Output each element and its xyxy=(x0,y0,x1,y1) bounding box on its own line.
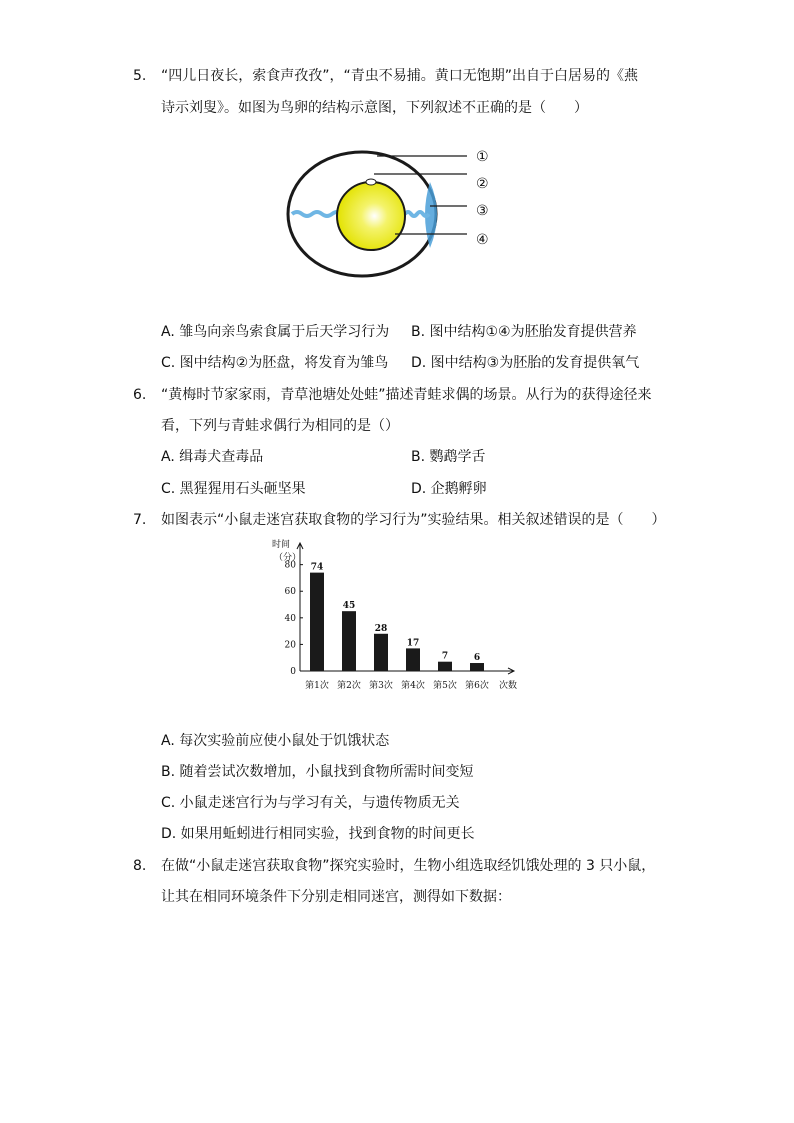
q6-option-c: C. 黑猩猩用石头砸坚果 xyxy=(161,481,306,497)
x-tick-label: 第6次 xyxy=(465,681,489,691)
x-tick-label: 第4次 xyxy=(401,681,425,691)
egg-label-3: ③ xyxy=(476,203,489,219)
y-axis-title: 时间 xyxy=(272,540,291,550)
bar xyxy=(438,662,452,671)
germinal-disc xyxy=(366,179,376,185)
q7-option-c: C. 小鼠走迷宫行为与学习有关，与遗传物质无关 xyxy=(161,795,460,811)
bar xyxy=(470,663,484,671)
bar xyxy=(310,573,324,671)
q5-option-b: B. 图中结构①④为胚胎发育提供营养 xyxy=(411,324,637,340)
x-tick-label: 第5次 xyxy=(433,681,457,691)
x-tick-label: 第2次 xyxy=(337,681,361,691)
y-tick-label: 0 xyxy=(290,667,296,677)
question-number-6: 6. xyxy=(133,387,147,403)
question-number-8: 8. xyxy=(133,858,147,874)
q7-option-b: B. 随着尝试次数增加，小鼠找到食物所需时间变短 xyxy=(161,764,474,780)
q5-option-c: C. 图中结构②为胚盘，将发育为雏鸟 xyxy=(161,355,389,371)
egg-label-2: ② xyxy=(476,176,489,192)
bar xyxy=(374,634,388,671)
question-6-text-line1: “黄梅时节家家雨，青草池塘处处蛙”描述青蛙求偶的场景。从行为的获得途径来 xyxy=(161,387,652,403)
q6-option-b: B. 鹦鹉学舌 xyxy=(411,449,486,465)
question-8-text-line1: 在做“小鼠走迷宫获取食物”探究实验时，生物小组选取经饥饿处理的 3 只小鼠， xyxy=(161,858,656,874)
bar xyxy=(406,648,420,671)
y-tick-label: 60 xyxy=(284,587,296,598)
question-number-7: 7. xyxy=(133,512,147,528)
bar-value-label: 7 xyxy=(441,651,449,662)
maze-time-chart xyxy=(268,536,530,700)
q6-option-d: D. 企鹅孵卵 xyxy=(411,481,487,497)
question-5-text-line2: 诗示刘叟》。如图为鸟卵的结构示意图，下列叙述不正确的是（ ） xyxy=(161,100,588,116)
egg-structure-figure xyxy=(280,136,510,315)
x-axis-title: 次数 xyxy=(499,681,518,691)
bar-chart xyxy=(268,536,530,696)
egg-label-1: ① xyxy=(476,149,489,165)
question-8-text-line2: 让其在相同环境条件下分别走相同迷宫，测得如下数据： xyxy=(161,889,511,905)
y-axis-unit: （分） xyxy=(274,553,302,563)
q5-option-d: D. 图中结构③为胚胎的发育提供氧气 xyxy=(411,355,640,371)
bar-value-label: 6 xyxy=(473,653,481,664)
egg-yolk xyxy=(337,182,405,250)
egg-label-4: ④ xyxy=(476,232,489,248)
x-tick-label: 第3次 xyxy=(369,681,393,691)
q7-option-a: A. 每次实验前应使小鼠处于饥饿状态 xyxy=(161,733,390,749)
question-5-text-line1: “四儿日夜长，索食声孜孜”，“青虫不易捕。黄口无饱期”出自于白居易的《燕 xyxy=(161,68,639,84)
question-7-text-line1: 如图表示“小鼠走迷宫获取食物的学习行为”实验结果。相关叙述错误的是（ ） xyxy=(161,512,666,528)
y-tick-label: 40 xyxy=(284,613,296,624)
y-tick-label: 20 xyxy=(284,640,296,651)
y-tick-label: 80 xyxy=(284,560,296,571)
x-tick-label: 第1次 xyxy=(305,681,329,691)
question-number-5: 5. xyxy=(133,68,147,84)
bar-value-label: 74 xyxy=(310,562,324,573)
q5-option-a: A. 雏鸟向亲鸟索食属于后天学习行为 xyxy=(161,324,390,340)
bar-value-label: 45 xyxy=(342,601,356,612)
q7-option-d: D. 如果用蚯蚓进行相同实验，找到食物的时间更长 xyxy=(161,826,475,842)
bar-value-label: 17 xyxy=(406,638,420,649)
bar-value-label: 28 xyxy=(374,623,388,634)
egg-diagram xyxy=(280,136,510,311)
bar xyxy=(342,611,356,671)
q6-option-a: A. 缉毒犬查毒品 xyxy=(161,449,264,465)
question-6-text-line2: 看，下列与青蛙求偶行为相同的是（） xyxy=(161,418,399,434)
